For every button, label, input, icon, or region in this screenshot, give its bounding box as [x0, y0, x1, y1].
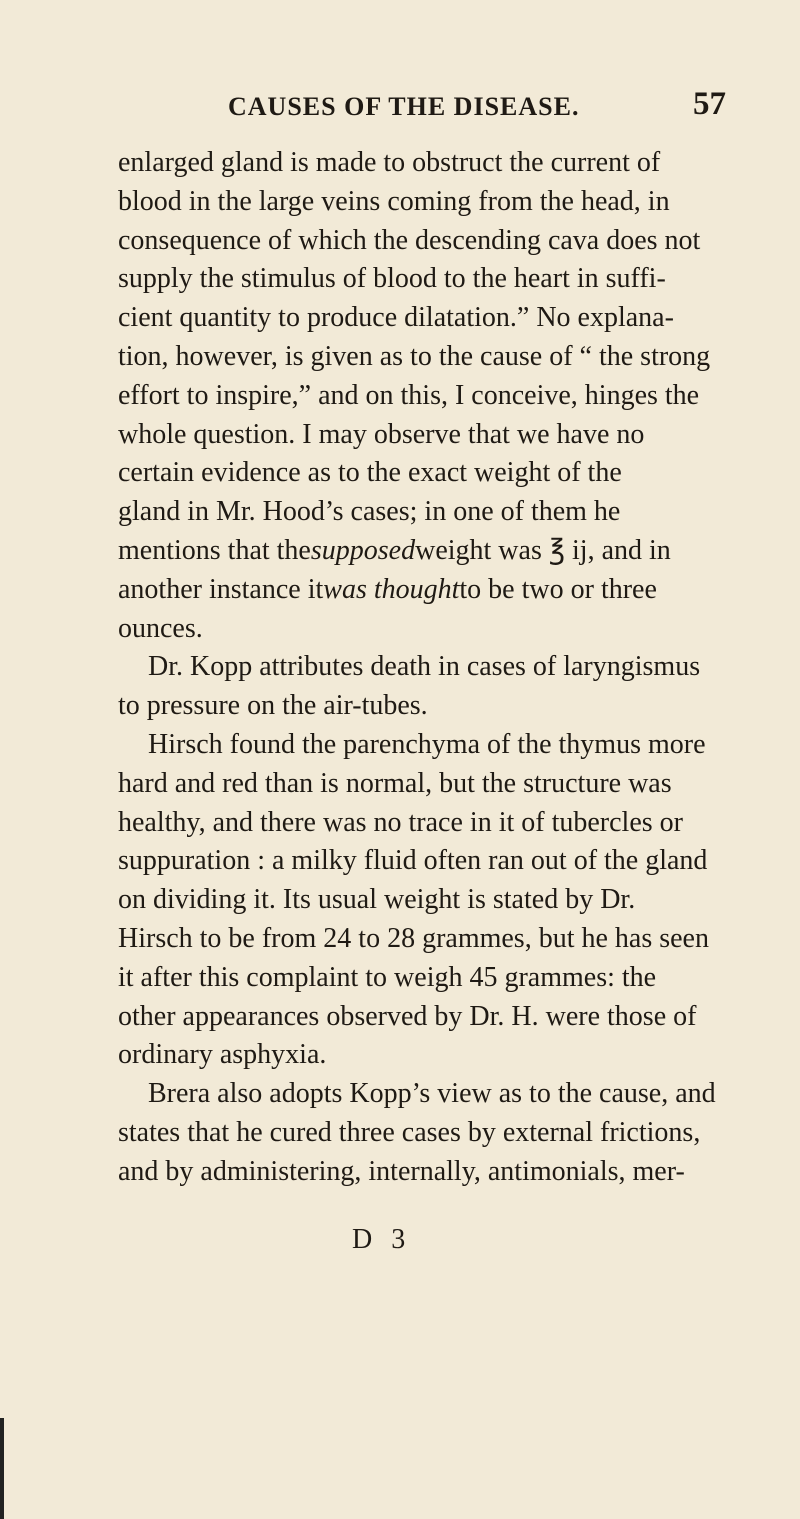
text-line: supply the stimulus of blood to the heart in suffi- [118, 263, 666, 295]
text-line: mentions that thesupposedweight was ℥ ij, and in [118, 532, 726, 571]
text-line: suppuration : a milky fluid often ran out of the gland [118, 845, 708, 877]
text-line: tion, however, is given as to the cause of “ the strong [118, 340, 711, 372]
text-line: certain evidence as to the exact weight of the [118, 457, 622, 489]
italic-text: was thought [323, 573, 460, 605]
text-line: ounces. [118, 612, 203, 644]
text-line: effort to inspire,” and on this, I conceive, hinges the [118, 379, 700, 411]
text-line: ordinary asphyxia. [118, 1039, 327, 1071]
running-head: CAUSES OF THE DISEASE. [228, 92, 580, 121]
page-number: 57 [693, 86, 726, 122]
text-line: Brera also adopts Kopp’s view as to the cause, and [148, 1078, 716, 1110]
italic-text: supposed [310, 534, 416, 566]
text-line: it after this complaint to weigh 45 grammes: the [118, 961, 657, 993]
text-line: Hirsch to be from 24 to 28 grammes, but he has seen [118, 922, 709, 954]
text-line: consequence of which the descending cava does not [118, 224, 701, 256]
text-line: enlarged gland is made to obstruct the current of [118, 147, 661, 178]
text-line: on dividing it. Its usual weight is stated by Dr. [118, 884, 636, 916]
page-header [118, 84, 726, 134]
text-line: Dr. Kopp attributes death in cases of laryngismus [148, 651, 701, 683]
text-line: states that he cured three cases by external frictions, [118, 1116, 701, 1148]
text-line: to pressure on the air-tubes. [118, 690, 428, 722]
text-line: healthy, and there was no trace in it of tubercles or [118, 806, 683, 838]
text-line: and by administering, internally, antimonials, mer- [118, 1155, 685, 1187]
body-text [118, 144, 726, 1192]
text-line: whole question. I may observe that we have no [118, 418, 645, 450]
text-line: cient quantity to produce dilatation.” No explana- [118, 302, 674, 334]
text-line: another instance itwas thoughtto be two or three [118, 571, 726, 610]
text-line: blood in the large veins coming from the head, in [118, 185, 670, 217]
text-line: other appearances observed by Dr. H. were those of [118, 1000, 697, 1032]
page-edge-shadow [0, 1418, 4, 1519]
text-line: hard and red than is normal, but the structure was [118, 767, 672, 799]
text-line: gland in Mr. Hood’s cases; in one of them he [118, 496, 621, 528]
signature-mark: D 3 [352, 1224, 412, 1255]
text-line: Hirsch found the parenchyma of the thymus more [148, 728, 706, 760]
